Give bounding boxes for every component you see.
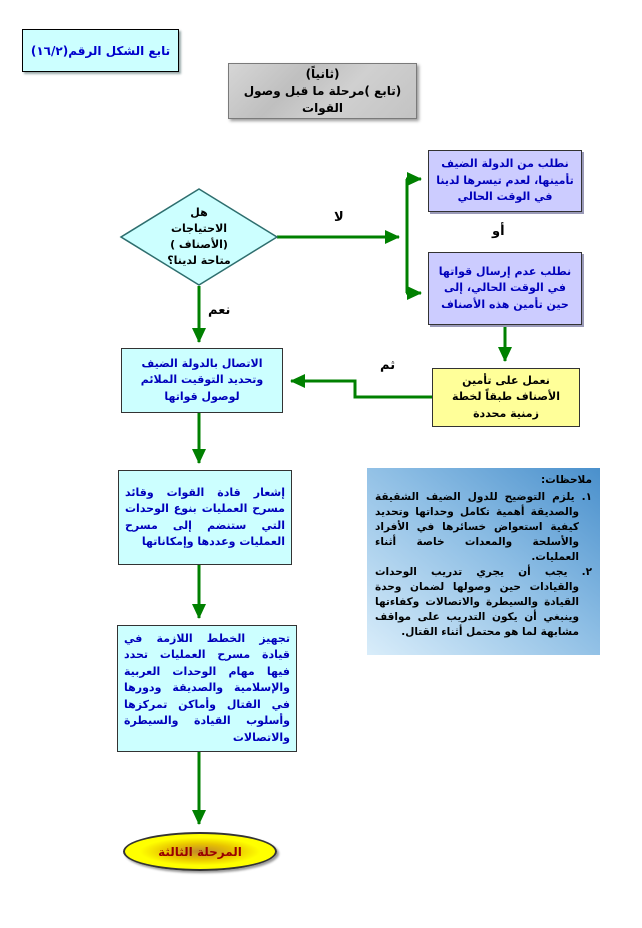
decision-line: الاحتياجات bbox=[170, 222, 228, 236]
phase-header-box bbox=[228, 63, 417, 119]
phase3-label: المرحلة الثالثة bbox=[158, 844, 242, 859]
label-or: أو bbox=[492, 224, 505, 239]
figure-reference-box bbox=[22, 29, 179, 72]
request-host-secure-box bbox=[428, 150, 582, 212]
contact-host-text: الاتصال بالدولة الضيف وتحديد التوقيت الملائم لوصول قواتها bbox=[140, 356, 264, 403]
arrow-then-to-contact bbox=[291, 381, 432, 397]
notes-title: ملاحظات: bbox=[541, 474, 592, 486]
request-delay-forces-text: نطلب عدم إرسال قواتها في الوقت الحالي، إلى حين تأمين هذه الأصناف bbox=[438, 264, 572, 311]
notes-panel bbox=[367, 468, 600, 655]
decision-text bbox=[139, 198, 259, 276]
label-no: لا bbox=[334, 210, 344, 225]
label-yes: نعم bbox=[208, 303, 231, 318]
contact-host-box bbox=[121, 348, 283, 413]
figure-reference-label: تابع الشكل الرقم(١٦/٢) bbox=[30, 43, 171, 58]
note-item-2: ٢. يجب أن يجري تدريب الوحدات والقيادات حين وصولها لضمان وحدة القيادة والسيطرة والاتصالات وكفاءتها وينبغي أن يكون التدريب على مواقف مشابهة لما هو محتمل أثناء القتال. bbox=[375, 566, 592, 638]
decision-line: (الأصناف ) bbox=[170, 238, 228, 251]
prepare-plans-text: تجهيز الخطط اللازمة في قيادة مسرح العمليات تحدد فيها مهام الوحدات العربية والإسلامية والصديقة ودورها في القتال وأماكن تمركزها وأسلوب القيادة والسيطرة والاتصالات bbox=[124, 631, 290, 744]
phase-header-line2: (تابع )مرحلة ما قبل وصول القوات bbox=[243, 83, 402, 115]
request-delay-forces-box bbox=[428, 252, 582, 325]
decision-line: هل bbox=[190, 206, 208, 220]
phase-header-line1: (ثانياً) bbox=[305, 66, 340, 81]
note-item-1: ١. يلزم التوضيح للدول الضيف الشقيقة والصديقة أهمية تكامل وحداتها وتحديد كيفية استعواض خسائرها في الأفراد والأسلحة والمعدات خاصة أثناء العمليات. bbox=[375, 491, 592, 563]
request-host-secure-text: نطلب من الدولة الضيف تأمينها، لعدم تيسرها لدينا في الوقت الحالي bbox=[436, 157, 574, 204]
notify-commanders-text: إشعار قادة القوات وقائد مسرح العمليات بنوع الوحدات التي ستنضم إلى مسرح العمليات وعددها وإمكاناتها bbox=[125, 485, 285, 548]
notify-commanders-box bbox=[118, 470, 292, 565]
label-then: ثم bbox=[380, 358, 396, 373]
prepare-plans-box bbox=[117, 625, 297, 752]
decision-line: متاحة لدينا؟ bbox=[167, 253, 231, 267]
secure-items-plan-box bbox=[432, 368, 580, 427]
phase3-terminator bbox=[123, 832, 277, 871]
secure-items-plan-text: نعمل على تأمين الأصناف طبقاً لخطة زمنية محددة bbox=[452, 373, 560, 420]
